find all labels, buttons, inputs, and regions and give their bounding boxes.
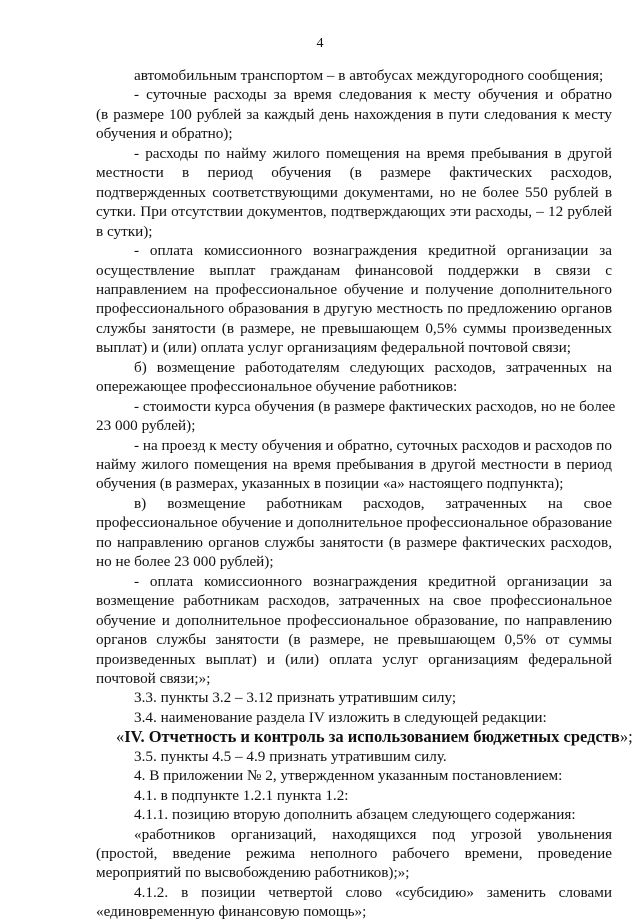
page-number: 4 bbox=[316, 36, 324, 51]
text-line: но не более 23 000 рублей); bbox=[96, 553, 274, 571]
text-line: автомобильным транспортом – в автобусах междугородного сообщения; bbox=[134, 67, 604, 84]
text-line: 4.1.1. позицию вторую дополнить абзацем следующего содержания: bbox=[134, 806, 576, 824]
text-line: 4. В приложении № 2, утвержденном указанным постановлением: bbox=[134, 767, 563, 785]
text-line: 3.5. пункты 4.5 – 4.9 признать утратившим силу. bbox=[134, 747, 447, 765]
text-line: произведенных выплат) и (или) оплата услуг организациям федеральной bbox=[96, 650, 612, 668]
text-line: выплат) и (или) оплата услуг организациям федеральной почтовой связи; bbox=[96, 339, 572, 357]
text-line: 23 000 рублей); bbox=[96, 417, 196, 435]
text-line: мероприятий по высвобождению работников);»; bbox=[96, 864, 410, 882]
text-line: найму жилого помещения на время пребывания в другой местности в период bbox=[96, 456, 612, 473]
text-line: профессиональное обучение и дополнительное профессиональное образование bbox=[96, 514, 612, 532]
text-line: в) возмещение работникам расходов, затраченных на свое bbox=[134, 494, 612, 512]
text-line: органов службы занятости (в размере, не превышающем 0,5% от суммы bbox=[96, 631, 612, 649]
text-line: - на проезд к месту обучения и обратно, суточных расходов и расходов по bbox=[134, 436, 613, 454]
text-line: «IV. Отчетность и контроль за использованием бюджетных средств»; bbox=[116, 727, 633, 747]
text-line: - суточные расходы за время следования к месту обучения и обратно bbox=[134, 86, 612, 104]
text-line: в сутки); bbox=[96, 222, 153, 240]
section-heading: IV. Отчетность и контроль за использованием бюджетных средств bbox=[124, 727, 620, 747]
text-line: почтовой связи;»; bbox=[96, 669, 211, 687]
text-line: местности в период обучения (в размере фактических расходов, bbox=[96, 164, 612, 182]
text-line: направлением на профессиональное обучение и получение дополнительного bbox=[96, 280, 612, 298]
text-line: опережающее профессиональное обучение работников: bbox=[96, 378, 458, 396]
text-line: - оплата комиссионного вознаграждения кредитной организации за bbox=[134, 572, 612, 590]
text-line: обучения (в размерах, указанных в позиции «а» настоящего подпункта); bbox=[96, 475, 564, 493]
text-line: службы занятости (в размере, не превышающем 0,5% суммы произведенных bbox=[96, 319, 612, 337]
text-line: «единовременную финансовую помощь»; bbox=[96, 903, 367, 921]
text-line: сутки. При отсутствии документов, подтверждающих эти расходы, – 12 рублей bbox=[96, 203, 612, 221]
text-line: 3.4. наименование раздела IV изложить в следующей редакции: bbox=[134, 708, 547, 726]
text-line: - стоимости курса обучения (в размере фактических расходов, но не более bbox=[134, 397, 616, 415]
text-line: - расходы по найму жилого помещения на время пребывания в другой bbox=[134, 144, 612, 162]
text-line: 3.3. пункты 3.2 – 3.12 признать утратившим силу; bbox=[134, 689, 457, 707]
text-line: (простой, введение режима неполного рабочего времени, проведение bbox=[96, 845, 612, 862]
text-line: осуществление выплат гражданам финансовой поддержки в связи с bbox=[96, 261, 612, 279]
text-line: 4.1. в подпункте 1.2.1 пункта 1.2: bbox=[134, 786, 349, 804]
text-line: возмещение работникам расходов, затраченных на свое профессиональное bbox=[96, 592, 612, 610]
text-line: «работников организаций, находящихся под угрозой увольнения bbox=[134, 825, 612, 843]
text-line: подтвержденных соответствующими документами, но не более 550 рублей в bbox=[96, 183, 612, 201]
text-line: б) возмещение работодателям следующих расходов, затраченных на bbox=[134, 358, 612, 376]
text-line: - оплата комиссионного вознаграждения кредитной организации за bbox=[134, 242, 612, 260]
text-line: обучение и дополнительное профессиональное образование, по направлению bbox=[96, 611, 612, 629]
text-line: (в размере 100 рублей за каждый день нахождения в пути следования к месту bbox=[96, 105, 612, 123]
text-line: профессионального образования в другую местность по предложению органов bbox=[96, 300, 612, 318]
text-line: обучения и обратно); bbox=[96, 125, 233, 143]
text-line: по направлению органов службы занятости (в размере фактических расходов, bbox=[96, 533, 612, 551]
text-line: 4.1.2. в позиции четвертой слово «субсидию» заменить словами bbox=[134, 883, 612, 901]
